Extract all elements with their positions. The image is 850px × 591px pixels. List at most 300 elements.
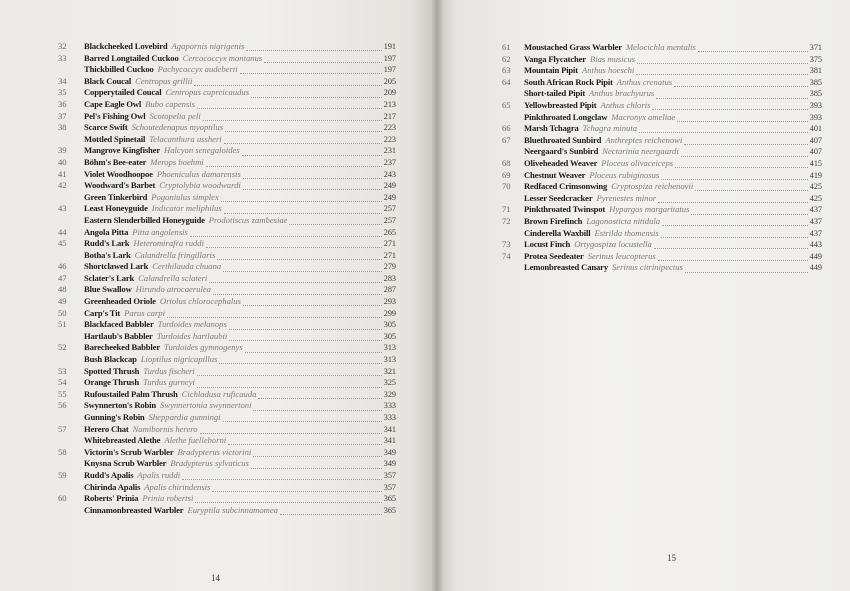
page-reference: 437 — [809, 228, 822, 238]
scientific-name: Apalis chirindensis — [144, 481, 211, 492]
common-name: Rudd's Apalis — [84, 469, 134, 480]
page-reference: 437 — [809, 205, 822, 215]
scientific-name: Euryptila subcinnamomea — [187, 504, 278, 515]
contents-entry — [52, 458, 396, 470]
plate-number: 59 — [58, 469, 67, 480]
common-name: Mottled Spinetail — [84, 133, 146, 144]
plate-number: 46 — [58, 261, 67, 272]
contents-entry — [496, 65, 822, 77]
page-reference: 365 — [383, 505, 396, 515]
page-reference: 407 — [809, 147, 822, 157]
plate-number: 33 — [58, 52, 67, 63]
contents-entry — [52, 400, 396, 412]
page-reference: 237 — [383, 157, 396, 167]
dot-leader — [246, 42, 381, 51]
contents-entry — [496, 158, 822, 170]
right-contents-list — [496, 42, 822, 274]
dot-leader — [675, 159, 808, 168]
contents-entry — [52, 377, 396, 389]
page-reference: 333 — [383, 413, 396, 422]
contents-entry — [496, 123, 822, 135]
plate-number: 32 — [58, 41, 67, 51]
contents-entry — [52, 424, 396, 436]
dot-leader — [289, 216, 381, 225]
dot-leader — [661, 229, 808, 238]
page-reference: 349 — [383, 447, 396, 457]
plate-number: 41 — [58, 168, 67, 179]
contents-entry — [52, 145, 396, 157]
common-name: Angola Pitta — [84, 226, 129, 237]
scientific-name: Turdoides melanops — [157, 319, 227, 330]
common-name: Greenheaded Oriole — [84, 296, 156, 307]
scientific-name: Heteromirafra ruddi — [133, 238, 204, 249]
contents-entry — [52, 250, 396, 262]
plate-number: 34 — [58, 75, 67, 86]
common-name: Copperytailed Coucal — [84, 87, 162, 98]
book-gutter — [432, 0, 442, 591]
common-name: Blackcheeked Lovebird — [84, 41, 168, 51]
page-reference: 243 — [383, 169, 396, 179]
plate-number: 61 — [502, 42, 511, 52]
contents-entry — [52, 64, 396, 76]
common-name: Least Honeyguide — [84, 203, 148, 214]
scientific-name: Prinia robertsi — [142, 493, 194, 504]
dot-leader — [658, 194, 808, 203]
dot-leader — [223, 263, 382, 272]
dot-leader — [251, 89, 382, 98]
dot-leader — [681, 148, 808, 157]
scientific-name: Nectarinia neergaardi — [602, 146, 679, 157]
contents-entry — [496, 228, 822, 240]
dot-leader — [243, 297, 382, 306]
scientific-name: Indicator meliphilus — [151, 203, 222, 214]
contents-entry — [52, 87, 396, 99]
plate-number: 71 — [502, 204, 511, 215]
dot-leader — [229, 321, 382, 330]
scientific-name: Anthus crenatus — [616, 76, 673, 87]
page-reference: 385 — [809, 77, 822, 87]
scientific-name: Pachycoccyx audeberti — [157, 64, 238, 75]
dot-leader — [253, 402, 381, 411]
plate-number: 35 — [58, 87, 67, 98]
contents-entry — [496, 88, 822, 100]
contents-entry — [52, 505, 396, 517]
page-reference: 283 — [383, 273, 396, 283]
dot-leader — [240, 65, 382, 74]
page-reference: 385 — [809, 89, 822, 99]
dot-leader — [245, 344, 382, 353]
page-reference: 443 — [809, 240, 822, 250]
dot-leader — [194, 77, 381, 86]
scientific-name: Centropus cupreicaudus — [165, 87, 250, 98]
dot-leader — [662, 217, 808, 226]
dot-leader — [264, 54, 381, 63]
contents-entry — [52, 331, 396, 343]
scientific-name: Macronyx ameliae — [611, 111, 676, 122]
dot-leader — [219, 355, 381, 364]
common-name: Mangrove Kingfisher — [84, 145, 161, 156]
scientific-name: Bradypterus sylvaticus — [170, 458, 249, 469]
dot-leader — [258, 390, 381, 399]
page-reference: 393 — [809, 112, 822, 122]
common-name: Moustached Grass Warbler — [524, 42, 622, 52]
dot-leader — [190, 228, 382, 237]
contents-entry — [52, 389, 396, 401]
common-name: Roberts' Prinia — [84, 493, 139, 504]
scientific-name: Melocichla mentalis — [625, 42, 696, 52]
dot-leader — [243, 181, 382, 190]
plate-number: 74 — [502, 250, 511, 261]
common-name: Cape Eagle Owl — [84, 98, 142, 109]
plate-number: 73 — [502, 239, 511, 250]
dot-leader — [656, 90, 808, 99]
scientific-name: Ortygospiza locustella — [574, 239, 652, 250]
dot-leader — [229, 332, 381, 341]
right-page — [436, 0, 850, 591]
common-name: Whitebreasted Alethe — [84, 435, 161, 446]
contents-entry — [52, 342, 396, 354]
common-name: Carp's Tit — [84, 307, 121, 318]
scientific-name: Bradypterus victorini — [177, 446, 252, 457]
common-name: Blackfaced Babbler — [84, 319, 154, 330]
scientific-name: Cryptospiza reichenovii — [611, 181, 694, 192]
common-name: Lesser Seedcracker — [524, 192, 593, 203]
page-reference: 375 — [809, 54, 822, 64]
page-reference: 249 — [383, 181, 396, 191]
common-name: Chestnut Weaver — [524, 169, 586, 180]
plate-number: 72 — [502, 215, 511, 226]
plate-number: 40 — [58, 156, 67, 167]
common-name: Yellowbreasted Pipit — [524, 99, 597, 110]
scientific-name: Centropus grillii — [135, 75, 193, 86]
scientific-name: Ploceus olivaceiceps — [601, 157, 674, 168]
common-name: Knysna Scrub Warbler — [84, 458, 167, 469]
page-reference: 437 — [809, 216, 822, 226]
common-name: Green Tinkerbird — [84, 191, 148, 202]
page-reference: 299 — [383, 308, 396, 318]
plate-number: 69 — [502, 169, 511, 180]
scientific-name: Merops boehmi — [150, 156, 204, 167]
contents-entry — [52, 435, 396, 447]
plate-number: 68 — [502, 157, 511, 168]
contents-entry — [496, 193, 822, 205]
dot-leader — [217, 251, 381, 260]
scientific-name: Swynnertonia swynnertoni — [160, 400, 252, 411]
dot-leader — [223, 413, 382, 422]
contents-entry — [52, 134, 396, 146]
dot-leader — [212, 483, 381, 492]
contents-entry — [52, 215, 396, 227]
plate-number: 53 — [58, 365, 67, 376]
scientific-name: Parus carpi — [124, 307, 165, 318]
page-reference: 249 — [383, 192, 396, 202]
scientific-name: Calandrella fringillaris — [134, 249, 216, 260]
page-reference: 407 — [809, 135, 822, 145]
plate-number: 66 — [502, 123, 511, 134]
page-reference: 349 — [383, 459, 396, 469]
common-name: Botha's Lark — [84, 249, 131, 260]
common-name: Gunning's Robin — [84, 412, 145, 422]
plate-number: 58 — [58, 446, 67, 457]
page-reference: 341 — [383, 436, 396, 446]
page-reference: 325 — [383, 378, 396, 388]
plate-number: 57 — [58, 423, 67, 434]
page-reference: 213 — [383, 99, 396, 109]
common-name: Cinnamonbreasted Warbler — [84, 504, 184, 515]
contents-entry — [52, 76, 396, 88]
dot-leader — [167, 309, 382, 318]
scientific-name: Namibornis herero — [132, 423, 198, 434]
contents-entry — [52, 227, 396, 239]
page-reference: 197 — [383, 53, 396, 63]
dot-leader — [209, 274, 381, 283]
plate-number: 64 — [502, 76, 511, 87]
plate-number: 70 — [502, 181, 511, 192]
common-name: Oliveheaded Weaver — [524, 157, 598, 168]
plate-number: 52 — [58, 342, 67, 353]
contents-entry — [52, 273, 396, 285]
scientific-name: Pogoniulus simplex — [151, 191, 219, 202]
contents-entry — [52, 447, 396, 459]
contents-entry — [496, 262, 822, 274]
common-name: Swynnerton's Robin — [84, 400, 157, 411]
page-reference: 217 — [383, 111, 396, 121]
page-reference: 197 — [383, 65, 396, 75]
scientific-name: Oriolus chlorocephalus — [159, 296, 241, 307]
dot-leader — [637, 55, 808, 64]
page-reference: 357 — [383, 482, 396, 492]
common-name: Lemonbreasted Canary — [524, 262, 608, 273]
common-name: Scarce Swift — [84, 122, 128, 133]
scientific-name: Schoutedenapus myoptilus — [131, 122, 224, 133]
page-reference: 231 — [383, 146, 396, 156]
scientific-name: Pyrenestes minor — [596, 192, 657, 203]
page-reference: 257 — [383, 215, 396, 225]
page-reference: 449 — [809, 251, 822, 261]
dot-leader — [658, 252, 808, 261]
common-name: South African Rock Pipit — [524, 76, 613, 87]
plate-number: 62 — [502, 53, 511, 64]
dot-leader — [253, 448, 381, 457]
common-name: Pinkthroated Twinspot — [524, 204, 606, 215]
contents-entry — [496, 42, 822, 54]
plate-number: 48 — [58, 284, 67, 295]
common-name: Eastern Slenderbilled Honeyguide — [84, 214, 205, 225]
contents-entry — [52, 53, 396, 65]
common-name: Cinderella Waxbill — [524, 227, 591, 238]
scientific-name: Agapornis nigrigenis — [171, 41, 245, 51]
scientific-name: Tchagra minuta — [582, 123, 637, 134]
dot-leader — [685, 264, 808, 273]
contents-entry — [52, 482, 396, 494]
contents-entry — [496, 170, 822, 182]
page-reference: 271 — [383, 250, 396, 260]
dot-leader — [251, 460, 382, 469]
contents-entry — [496, 77, 822, 89]
scientific-name: Estrilda thomensis — [594, 227, 659, 238]
page-reference: 293 — [383, 297, 396, 307]
plate-number: 47 — [58, 272, 67, 283]
page-reference: 449 — [809, 263, 822, 273]
common-name: Chirinda Apalis — [84, 481, 141, 492]
scientific-name: Cryptolybia woodwardi — [159, 180, 241, 191]
page-reference: 329 — [383, 389, 396, 399]
dot-leader — [224, 135, 382, 144]
common-name: Orange Thrush — [84, 377, 139, 388]
common-name: Mountain Pipit — [524, 65, 579, 76]
page-reference: 341 — [383, 424, 396, 434]
common-name: Protea Seedeater — [524, 250, 584, 261]
plate-number: 49 — [58, 296, 67, 307]
page-reference: 321 — [383, 366, 396, 376]
plate-number: 56 — [58, 400, 67, 411]
scientific-name: Serinus citrinipectus — [611, 262, 683, 273]
scientific-name: Serinus leucopterus — [587, 250, 656, 261]
page-reference: 287 — [383, 285, 396, 295]
page-reference: 313 — [383, 343, 396, 353]
dot-leader — [224, 205, 382, 214]
scientific-name: Turdoides hartlaubii — [156, 330, 228, 341]
page-reference: 371 — [809, 43, 822, 52]
dot-leader — [691, 206, 807, 215]
contents-entry — [52, 99, 396, 111]
common-name: Rudd's Lark — [84, 238, 130, 249]
dot-leader — [674, 78, 808, 87]
dot-leader — [242, 147, 382, 156]
common-name: Brown Firefinch — [524, 215, 583, 226]
dot-leader — [698, 43, 808, 52]
page-reference: 257 — [383, 204, 396, 214]
dot-leader — [677, 113, 807, 122]
plate-number: 51 — [58, 319, 67, 330]
dot-leader — [636, 66, 807, 75]
scientific-name: Sheppardia gunningi — [148, 412, 221, 422]
common-name: Short-tailed Pipit — [524, 88, 586, 99]
contents-entry — [52, 169, 396, 181]
dot-leader — [243, 170, 382, 179]
common-name: Neergaard's Sunbird — [524, 146, 599, 157]
contents-entry — [52, 493, 396, 505]
contents-entry — [496, 251, 822, 263]
scientific-name: Lioptilus nigricapillus — [140, 354, 218, 365]
contents-entry — [496, 216, 822, 228]
contents-entry — [496, 112, 822, 124]
left-contents-list — [52, 41, 396, 516]
plate-number: 36 — [58, 98, 67, 109]
scientific-name: Pitta angolensis — [132, 226, 188, 237]
contents-entry — [52, 354, 396, 366]
common-name: Bush Blackcap — [84, 354, 137, 365]
plate-number: 54 — [58, 377, 67, 388]
dot-leader — [652, 101, 807, 110]
dot-leader — [197, 379, 382, 388]
dot-leader — [661, 171, 807, 180]
contents-entry — [52, 319, 396, 331]
scientific-name: Cercococcyx montanus — [182, 52, 263, 63]
page-reference: 313 — [383, 355, 396, 365]
contents-entry — [52, 261, 396, 273]
common-name: Rufoustailed Palm Thrush — [84, 388, 178, 399]
plate-number: 60 — [58, 493, 67, 504]
page-reference: 271 — [383, 239, 396, 249]
common-name: Böhm's Bee-eater — [84, 156, 147, 167]
scientific-name: Certhilauda chuana — [152, 261, 222, 272]
common-name: Spotted Thrush — [84, 365, 140, 376]
scientific-name: Anthus chloris — [600, 99, 651, 110]
dot-leader — [197, 100, 382, 109]
page-reference: 381 — [809, 66, 822, 76]
plate-number: 67 — [502, 134, 511, 145]
dot-leader — [182, 471, 382, 480]
scientific-name: Scotopelia peli — [149, 110, 201, 121]
page-reference: 425 — [809, 193, 822, 203]
scientific-name: Anthus brachyurus — [589, 88, 655, 99]
scientific-name: Turdoides gymnogenys — [164, 342, 243, 353]
dot-leader — [206, 158, 382, 167]
plate-number: 39 — [58, 145, 67, 156]
common-name: Shortclawed Lark — [84, 261, 149, 272]
common-name: Pel's Fishing Owl — [84, 110, 146, 121]
scientific-name: Prodotiscus zambesiae — [208, 214, 288, 225]
scientific-name: Turdus gurneyi — [142, 377, 195, 388]
scientific-name: Bias musicus — [589, 53, 636, 64]
page-reference: 425 — [809, 182, 822, 192]
page-reference: 305 — [383, 331, 396, 341]
common-name: Sclater's Lark — [84, 272, 135, 283]
common-name: Victorin's Scrub Warbler — [84, 446, 174, 457]
contents-entry — [52, 41, 396, 53]
scientific-name: Hirundo atrocaerulea — [135, 284, 211, 295]
common-name: Woodward's Barbet — [84, 180, 156, 191]
plate-number: 55 — [58, 388, 67, 399]
plate-number: 50 — [58, 307, 67, 318]
common-name: Hartlaub's Babbler — [84, 330, 153, 341]
scientific-name: Apalis ruddi — [137, 469, 181, 480]
plate-number: 65 — [502, 99, 511, 110]
common-name: Black Coucal — [84, 75, 132, 86]
common-name: Redfaced Crimsonwing — [524, 181, 608, 192]
page-reference: 357 — [383, 470, 396, 480]
contents-entry — [496, 146, 822, 158]
plate-number: 43 — [58, 203, 67, 214]
page-reference: 365 — [383, 494, 396, 504]
dot-leader — [228, 436, 382, 445]
dot-leader — [695, 182, 808, 191]
page-reference: 333 — [383, 401, 396, 411]
scientific-name: Cichladusa ruficauda — [181, 388, 257, 399]
page-reference: 393 — [809, 100, 822, 110]
contents-entry — [496, 181, 822, 193]
contents-entry — [52, 203, 396, 215]
plate-number: 44 — [58, 226, 67, 237]
right-page-number: 15 — [667, 553, 676, 563]
scientific-name: Bubo capensis — [145, 98, 195, 109]
scientific-name: Telacanthura ussheri — [149, 133, 222, 144]
scientific-name: Hypargos margaritatus — [609, 204, 690, 215]
contents-entry — [52, 284, 396, 296]
contents-entry — [52, 366, 396, 378]
contents-entry — [52, 157, 396, 169]
dot-leader — [639, 124, 808, 133]
common-name: Marsh Tchagra — [524, 123, 579, 134]
contents-entry — [52, 412, 396, 424]
contents-entry — [52, 192, 396, 204]
plate-number: 38 — [58, 122, 67, 133]
scientific-name: Lagonosticta nitidula — [586, 215, 661, 226]
contents-entry — [52, 308, 396, 320]
common-name: Vanga Flycatcher — [524, 53, 586, 64]
scientific-name: Ploceus rubiginosus — [589, 169, 660, 180]
